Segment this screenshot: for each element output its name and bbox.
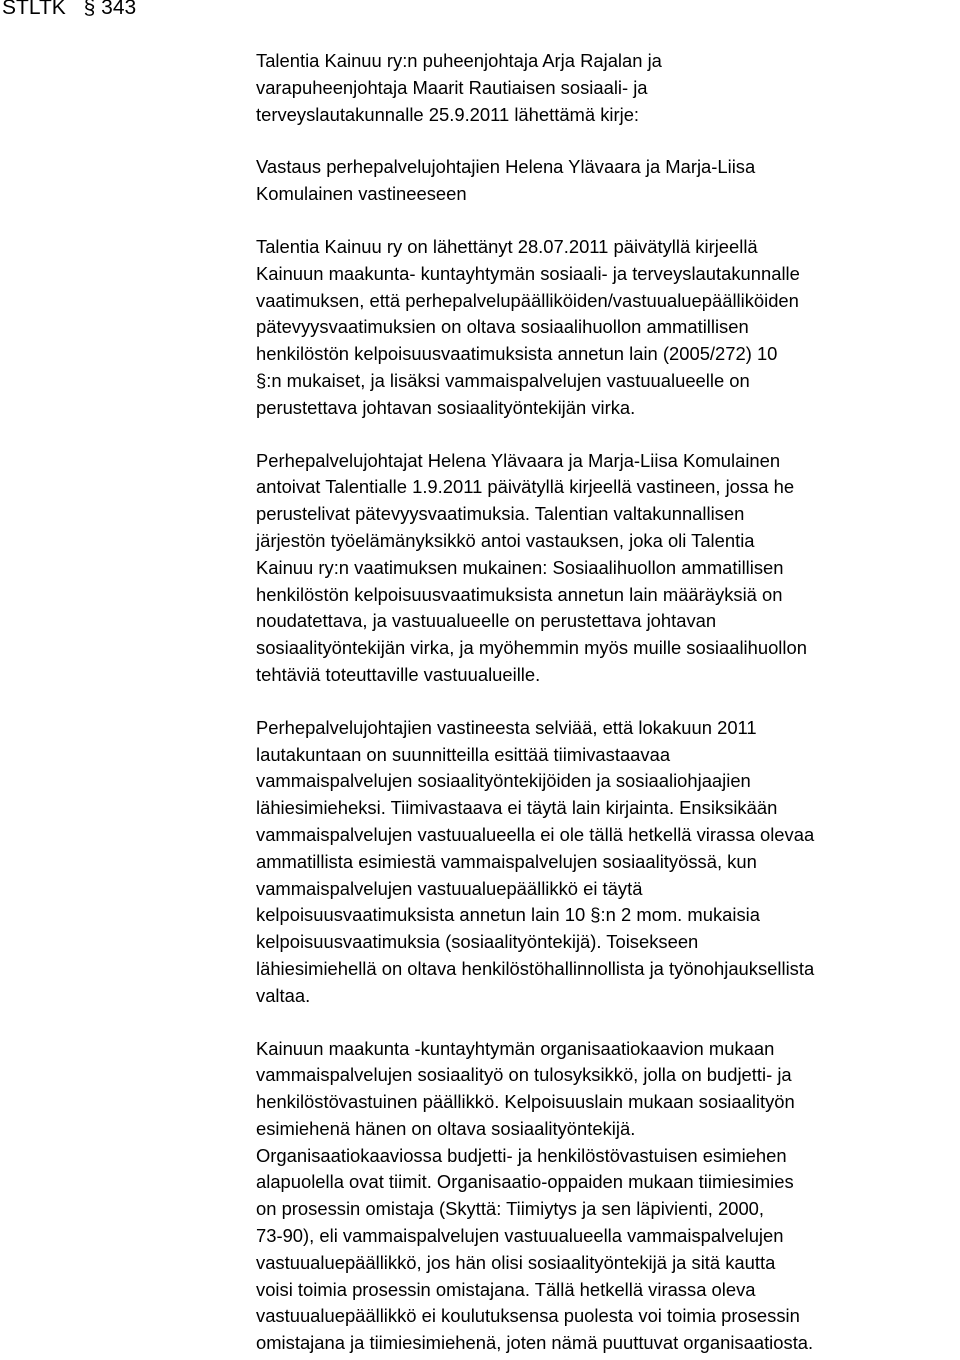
text-line: Komulainen vastineeseen [256,183,467,205]
text-line: vammaispalvelujen vastuualueella ei ole tällä hetkellä virassa olevaa [256,823,815,845]
text-line: lautakuntaan on suunnitteilla esittää tiimivastaavaa [256,743,671,765]
text-line: noudatettava, ja vastuualueelle on perustettava johtavan [256,610,717,632]
text-line: kelpoisuusvaatimuksia (sosiaalityöntekijä). Toisekseen [256,931,699,953]
text-line: lähiesimiehellä on oltava henkilöstöhallinnollista ja työnohjauksellista [256,957,815,979]
text-line: pätevyysvaatimuksien on oltava sosiaalihuollon ammatillisen [256,316,749,338]
text-line: antoivat Talentialle 1.9.2011 päivätyllä kirjeellä vastineen, jossa he [256,476,795,498]
text-line: sosiaalityöntekijän virka, ja myöhemmin myös muille sosiaalihuollon [256,637,807,659]
text-line: vastuualuepäällikkö ei koulutuksensa puolesta voi toimia prosessin [256,1305,800,1327]
text-line: Perhepalvelujohtajien vastineesta selviää, että lokakuun 2011 [256,716,757,738]
paragraph-counter-statement [256,448,960,689]
text-line: ammatillista esimiestä vammaispalvelujen sosiaalityössä, kun [256,850,757,872]
text-line: varapuheenjohtaja Maarit Rautiaisen sosiaali- ja [256,76,648,98]
text-line: Organisaatiokaaviossa budjetti- ja henkilöstövastuisen esimiehen [256,1144,787,1166]
response-subtitle [256,154,960,208]
text-line: kelpoisuusvaatimuksista annetun lain 10 §:n 2 mom. mukaisia [256,904,760,926]
text-line: Talentia Kainuu ry:n puheenjohtaja Arja Rajalan ja [256,50,662,71]
text-line: järjestön työelämänyksikkö antoi vastauksen, joka oli Talentia [256,529,755,551]
text-line: on prosessin omistaja (Skyttä: Tiimiytys ja sen läpivienti, 2000, [256,1198,765,1220]
text-line: lähiesimieheksi. Tiimivastaava ei täytä lain kirjainta. Ensiksikään [256,797,778,819]
text-line: §:n mukaiset, ja lisäksi vammaispalvelujen vastuualueelle on [256,369,750,391]
text-line: valtaa. [256,984,311,1006]
section-sign: § [83,0,96,19]
text-line: Kainuun maakunta -kuntayhtymän organisaatiokaavion mukaan [256,1037,775,1059]
text-line: vammaispalvelujen vastuualuepäällikkö ei täytä [256,877,643,899]
text-line: terveyslautakunnalle 25.9.2011 lähettämä kirje: [256,103,640,125]
text-line: tehtäviä toteuttaville vastuualueille. [256,663,541,685]
text-line: alapuolella ovat tiimit. Organisaatio-oppaiden mukaan tiimiesimies [256,1171,794,1193]
text-line: Vastaus perhepalvelujohtajien Helena Ylävaara ja Marja-Liisa [256,156,756,178]
text-line: 73-90), eli vammaispalvelujen vastuualueella vammaispalvelujen [256,1225,784,1247]
text-line: henkilöstön kelpoisuusvaatimuksista annetun lain (2005/272) 10 [256,343,778,365]
text-line: Kainuun maakunta- kuntayhtymän sosiaali- ja terveyslautakunnalle [256,262,800,284]
text-line: voisi toimia prosessin omistajana. Tällä hetkellä virassa oleva [256,1278,756,1300]
paragraph-demand [256,234,960,422]
text-line: henkilöstön kelpoisuusvaatimuksista annetun lain määräyksiä on [256,583,783,605]
text-line: henkilöstövastuinen päällikkö. Kelpoisuuslain mukaan sosiaalityön [256,1091,795,1113]
text-line: perustelivat pätevyysvaatimuksia. Talentian valtakunnallisen [256,503,745,525]
header-org: STLTK [2,0,66,19]
text-line: vammaispalvelujen sosiaalityö on tulosyksikkö, jolla on budjetti- ja [256,1064,792,1086]
text-line: Perhepalvelujohtajat Helena Ylävaara ja Marja-Liisa Komulainen [256,449,781,471]
text-line: vammaispalvelujen sosiaalityöntekijöiden ja sosiaaliohjaajien [256,770,751,792]
document-header [2,0,136,22]
text-line: Talentia Kainuu ry on lähettänyt 28.07.2011 päivätyllä kirjeellä [256,235,758,257]
text-line: omistajana ja tiimiesimiehenä, joten nämä puuttuvat organisaatiosta. [256,1332,814,1354]
section-number: 343 [101,0,137,19]
paragraph-team-leader [256,715,960,1010]
text-line: Kainuu ry:n vaatimuksen mukainen: Sosiaalihuollon ammatillisen [256,556,784,578]
document-body [256,48,960,1357]
paragraph-organisation [256,1036,960,1358]
letter-title [256,48,960,128]
text-line: perustettava johtavan sosiaalityöntekijän virka. [256,396,636,418]
text-line: vaatimuksen, että perhepalvelupäälliköiden/vastuualuepäälliköiden [256,289,799,311]
text-line: esimiehenä hänen on oltava sosiaalityöntekijä. [256,1117,636,1139]
text-line: vastuualuepäällikkö, jos hän olisi sosiaalityöntekijä ja sitä kautta [256,1251,776,1273]
